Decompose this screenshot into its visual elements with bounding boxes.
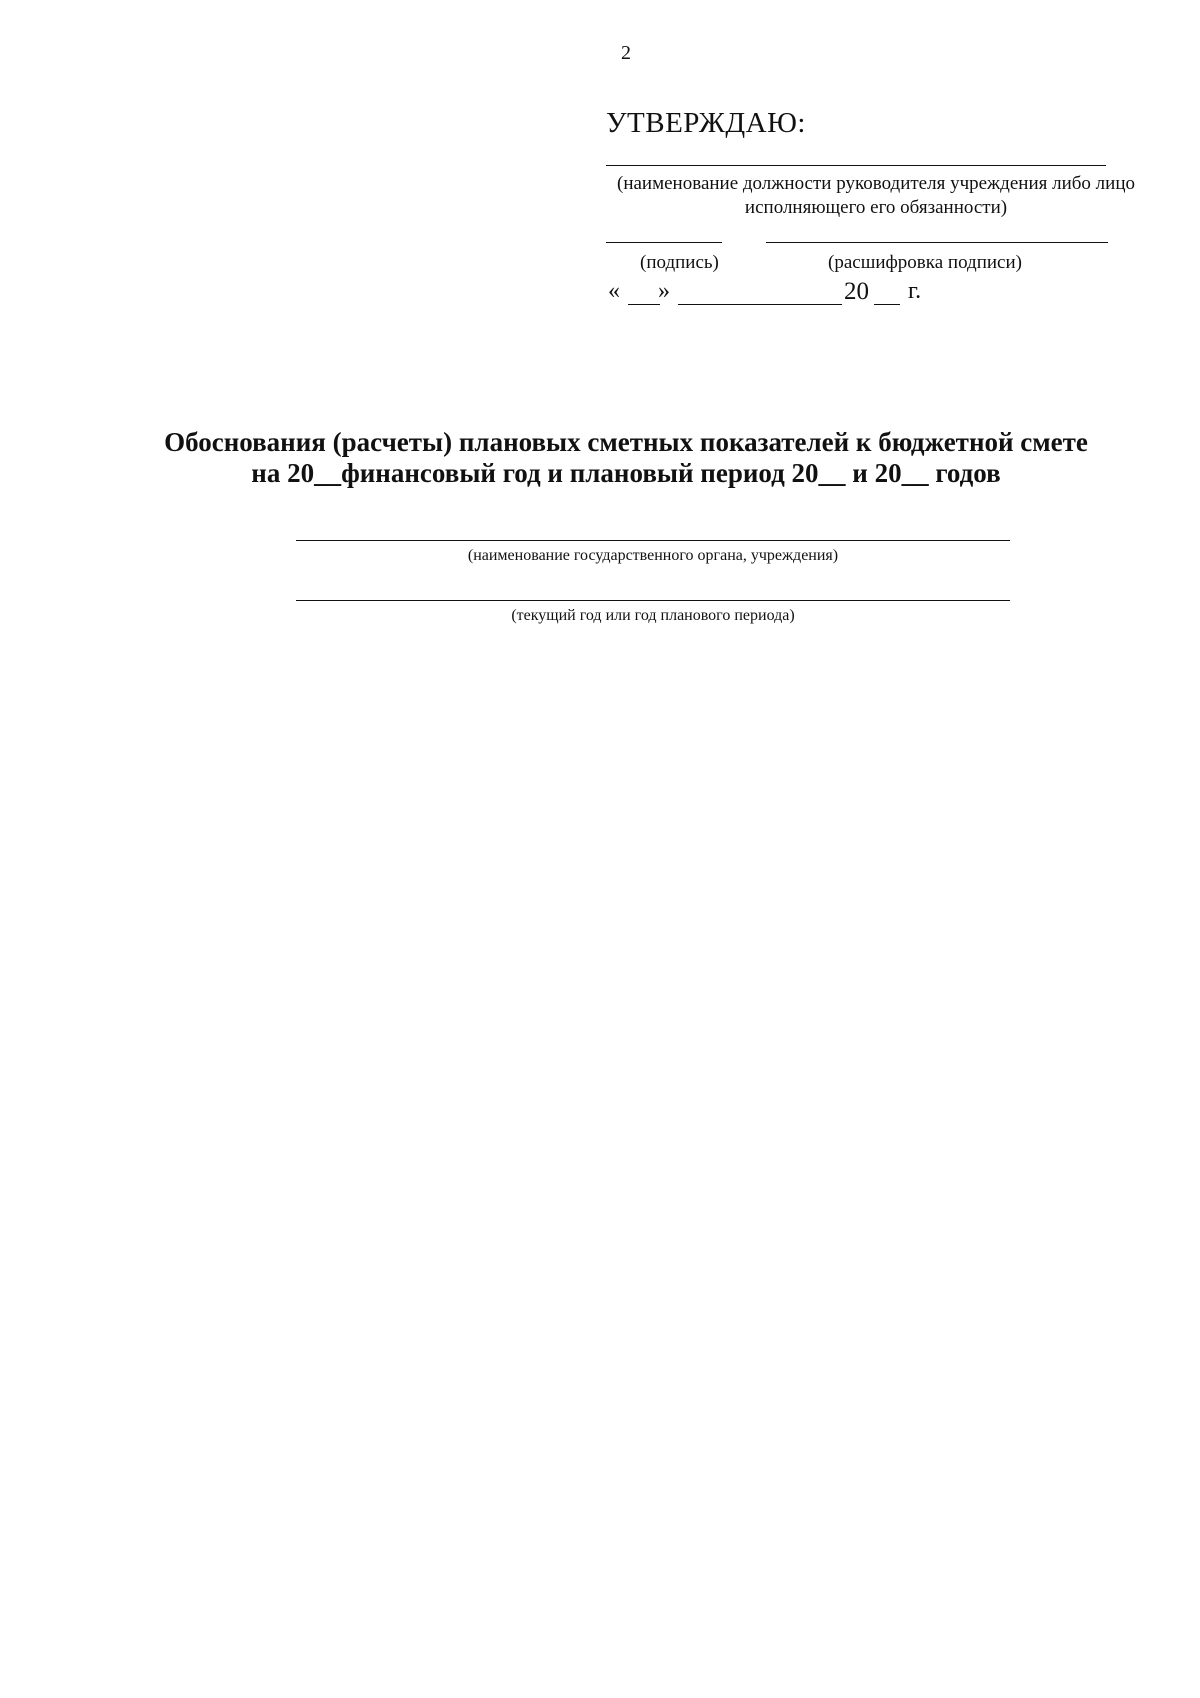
date-month-blank: [678, 304, 842, 305]
period-caption: (текущий год или год планового периода): [511, 607, 795, 624]
organization-blank-line: [296, 540, 1010, 541]
date-close-quote: »: [658, 277, 670, 304]
signature-blank-line: [606, 242, 722, 243]
document-title: [0, 427, 1200, 489]
date-open-quote: «: [608, 277, 620, 304]
organization-caption: (наименование государственного органа, учреждения): [467, 547, 839, 564]
organization-field: [296, 540, 1010, 566]
page-number: 2: [621, 42, 631, 64]
document-title-line-2: на 20__финансовый год и плановый период 20__ и 20__ годов: [251, 458, 1001, 488]
signature-decoding-caption: (расшифровка подписи): [828, 251, 1022, 273]
period-field: [296, 600, 1010, 626]
date-year-blank: [874, 304, 900, 305]
approval-date: [606, 278, 1126, 310]
period-blank-line: [296, 600, 1010, 601]
approval-block: [606, 106, 1135, 310]
date-suffix: г.: [908, 277, 922, 304]
document-title-line-1: Обоснования (расчеты) плановых сметных показателей к бюджетной смете: [164, 427, 1088, 457]
date-day-blank: [628, 304, 660, 305]
position-blank-line: [606, 165, 1106, 166]
signature-caption: (подпись): [640, 251, 719, 273]
position-caption: (наименование должности руководителя учреждения либо лицо исполняющего его обязанности): [617, 172, 1135, 218]
signature-decoding-blank-line: [766, 242, 1108, 243]
signature-captions: [606, 252, 1126, 276]
approval-title: УТВЕРЖДАЮ:: [606, 107, 806, 139]
date-year-prefix: 20: [844, 277, 869, 305]
